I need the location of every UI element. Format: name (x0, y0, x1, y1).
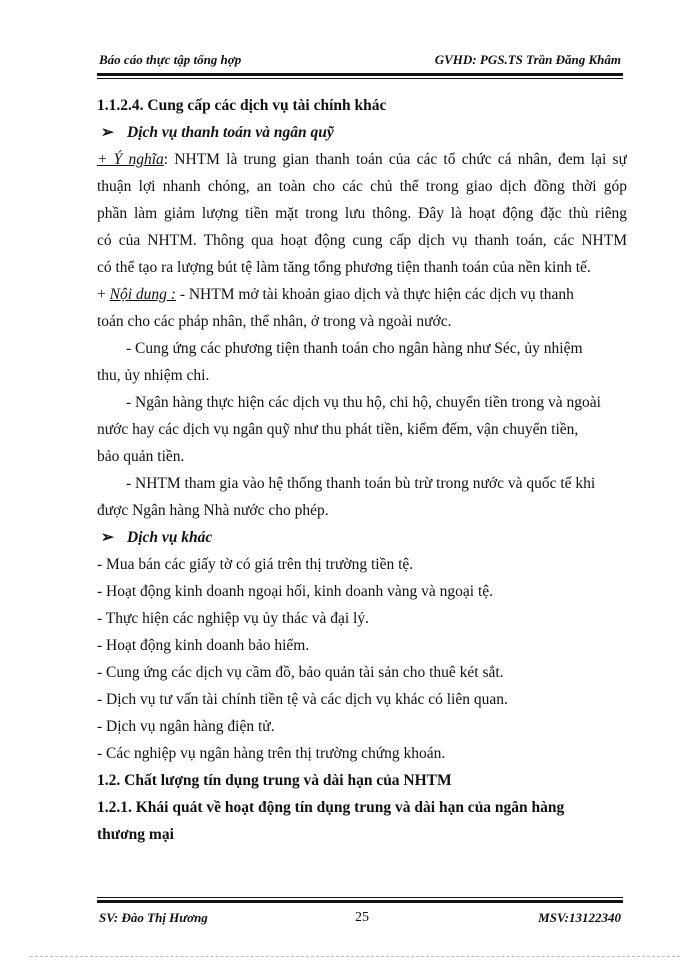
heading-level-3: 1.2.1. Khái quát về hoạt động tín dụng trung và dài hạn của ngân hàng (97, 799, 565, 816)
page-number: 25 (355, 910, 369, 925)
paragraph-line: thu, ủy nhiệm chi. (97, 367, 210, 384)
list-item: - Mua bán các giấy tờ có giá trên thị trường tiền tệ. (97, 556, 414, 573)
header-advisor: GVHD: PGS.TS Trần Đăng Khâm (434, 52, 621, 67)
list-item: - Hoạt động kinh doanh ngoại hối, kinh doanh vàng và ngoại tệ. (97, 583, 494, 600)
paragraph-line: toán cho các pháp nhân, thể nhân, ở trong và ngoài nước. (97, 313, 452, 330)
subsection-title: Dịch vụ khác (127, 529, 213, 546)
page-header (97, 52, 623, 72)
list-item: - Các nghiệp vụ ngân hàng trên thị trường chứng khoán. (97, 745, 446, 762)
list-item: - Dịch vụ tư vấn tài chính tiền tệ và các dịch vụ khác có liên quan. (97, 691, 508, 708)
subsection-other (97, 524, 627, 551)
page-footer (97, 910, 623, 930)
paragraph-line: - NHTM tham gia vào hệ thống thanh toán bù trừ trong nước và quốc tế khi (126, 475, 596, 492)
paragraph-line: + Nội dung : - NHTM mở tài khoản giao dịch và thực hiện các dịch vụ thanh (97, 286, 574, 303)
content-label: Nội dung : (109, 286, 176, 303)
paragraph-line: - Ngân hàng thực hiện các dịch vụ thu hộ, chi hộ, chuyển tiền trong và ngoài (126, 394, 601, 411)
paragraph-line: phần làm giảm lượng tiền mặt trong lưu thông. Đây là hoạt động đặc thù riêng (97, 205, 627, 222)
paragraph-line: thuận lợi nhanh chóng, an toàn cho các chủ thể trong giao dịch đồng thời góp (97, 178, 627, 195)
list-item: - Thực hiện các nghiệp vụ ủy thác và đại lý. (97, 610, 369, 627)
footer-rule-thin (97, 897, 623, 898)
list-item: - Dịch vụ ngân hàng điện tử. (97, 718, 275, 735)
paragraph-line: có của NHTM. Thông qua hoạt động cung cấp dịch vụ thanh toán, các NHTM (97, 232, 627, 249)
heading-level-3-cont: thương mại (97, 826, 174, 843)
page-bottom-dashed-border (30, 956, 680, 957)
header-report-title: Báo cáo thực tập tổng hợp (99, 52, 242, 67)
paragraph-line: bảo quản tiền. (97, 448, 185, 465)
document-body (97, 92, 627, 848)
footer-student-id: MSV:13122340 (538, 910, 621, 925)
arrow-bullet-icon: ➢ (101, 529, 114, 546)
paragraph-line: - Cung ứng các phương tiện thanh toán cho ngân hàng như Séc, ủy nhiệm (126, 340, 583, 357)
section-title: 1.1.2.4. Cung cấp các dịch vụ tài chính khác (97, 97, 387, 114)
subsection-payment (97, 119, 627, 146)
paragraph-line: nước hay các dịch vụ ngân quỹ như thu phát tiền, kiểm đếm, vận chuyển tiền, (97, 421, 579, 438)
footer-student: SV: Đào Thị Hương (99, 910, 208, 925)
list-item: - Hoạt động kinh doanh bảo hiểm. (97, 637, 310, 654)
paragraph-line: được Ngân hàng Nhà nước cho phép. (97, 502, 329, 519)
arrow-bullet-icon: ➢ (101, 124, 114, 141)
meaning-label: + Ý nghĩa (97, 151, 164, 168)
subsection-title: Dịch vụ thanh toán và ngân quỹ (127, 124, 334, 141)
header-rule-thin (97, 78, 623, 79)
footer-rule-thick (97, 900, 623, 903)
heading-level-2: 1.2. Chất lượng tín dụng trung và dài hạn của NHTM (97, 772, 452, 789)
header-rule-thick (97, 73, 623, 76)
paragraph-line: có thể tạo ra lượng bút tệ làm tăng tổng phương tiện thanh toán của nền kinh tế. (97, 259, 591, 276)
paragraph-line: + Ý nghĩa: NHTM là trung gian thanh toán của các tổ chức cá nhân, đem lại sự (97, 151, 627, 168)
list-item: - Cung ứng các dịch vụ cầm đồ, bảo quản tài sản cho thuê két sắt. (97, 664, 504, 681)
